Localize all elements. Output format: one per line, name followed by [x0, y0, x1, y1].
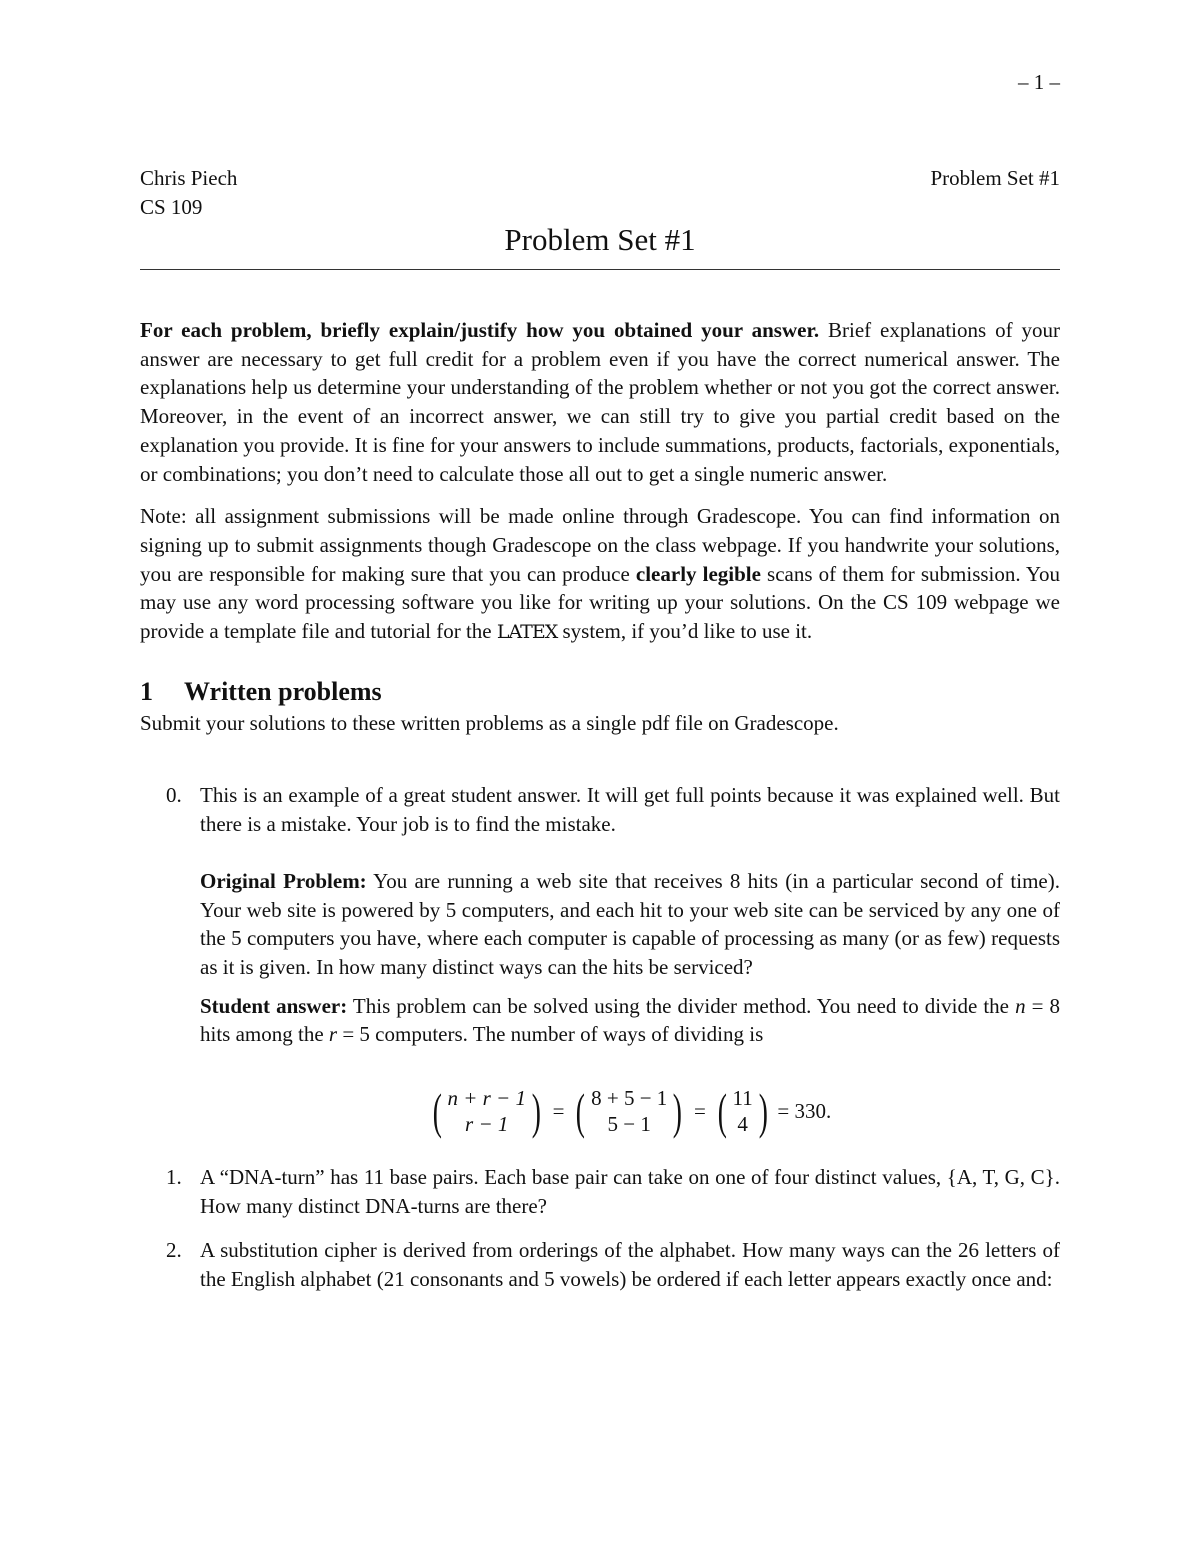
binomial-1: ( n + r − 1 r − 1 ) — [432, 1083, 541, 1140]
problem-1 — [140, 1163, 1060, 1220]
note-text-before: Note: all assignment submissions will be made online through Gradescope. You can find information on signing up to submit assignments though Gradescope on the class webpage. If you handwrite your solutions, you are responsible for making sure that you can produce — [140, 504, 1060, 586]
formula-result: = 330. — [777, 1098, 832, 1123]
binomial-2-top: 8 + 5 − 1 — [591, 1086, 668, 1111]
header-problem-set-label: Problem Set #1 — [930, 166, 1060, 190]
section-intro: Submit your solutions to these written problems as a single pdf file on Gradescope. — [140, 710, 839, 735]
problem-text: This is an example of a great student answer. It will get full points because it was explained well. But there is a mistake. Your job is to find the mistake. — [200, 783, 1060, 837]
intro-bold-instruction: For each problem, briefly explain/justify how you obtained your answer. — [140, 318, 820, 342]
equals-sign: = — [552, 1098, 565, 1123]
n-equation: = 8 hits among the — [200, 993, 1061, 1047]
document-title: Problem Set #1 — [504, 222, 696, 257]
problem-number: 1. — [166, 1165, 182, 1190]
note-text-end: system, if you’d like to use it. — [562, 619, 813, 644]
equals-sign: = — [693, 1098, 706, 1123]
binomial-2: ( 8 + 5 − 1 5 − 1 ) — [576, 1083, 683, 1140]
binomial-2-bottom: 5 − 1 — [607, 1112, 651, 1137]
title-divider — [140, 269, 1060, 270]
intro-text: Brief explanations of your answer are necessary to get full credit for a problem even if you have the correct numerical answer. The explanations help us determine your understanding of the problem whether or not you got the correct answer. Moreover, in the event of an incorrect answer, we can still try to give you partial credit based on the explanation you provide. It is fine for your answers to include summations, products, factorials, exponentials, or combinations; you don’t need to calculate those all out to get a single numeric answer. — [140, 318, 1060, 486]
student-answer-label: Student answer: — [200, 993, 348, 1018]
problem-list — [140, 781, 1060, 1293]
binomial-3-bottom: 4 — [737, 1112, 748, 1137]
section-number: 1 — [140, 676, 153, 706]
page-number: – 1 – — [1018, 70, 1060, 94]
binomial-1-bottom: r − 1 — [465, 1112, 509, 1137]
header-right — [931, 164, 1061, 193]
problem-2 — [140, 1236, 1060, 1293]
r-equation: = 5 computers. The number of ways of dividing is — [337, 1022, 764, 1047]
problem-text: A substitution cipher is derived from orderings of the alphabet. How many ways can the 26 letters of the English alphabet (21 consonants and 5 vowels) be ordered if each letter appears exactly once and: — [200, 1238, 1060, 1292]
document-body — [140, 316, 1060, 1310]
original-problem-label: Original Problem: — [200, 868, 367, 893]
section-title: Written problems — [184, 676, 382, 706]
course-code: CS 109 — [140, 195, 203, 219]
original-problem-text: You are running a web site that receives 8 hits (in a particular second of time). Your web site is powered by 5 computers, and each hit to your web site can be serviced by any one of the 5 computers you have, where each computer is capable of processing as many (or as few) requests as it is given. In how many distinct ways can the hits be serviced? — [200, 868, 1060, 979]
intro-paragraph — [140, 316, 1060, 488]
note-text-after: scans of them for submission. You may use any word processing software you like for writing up your solutions. On the CS 109 webpage we provide a template file and tutorial for the — [140, 561, 1060, 644]
author-name: Chris Piech — [140, 166, 238, 190]
problem-0-details — [200, 867, 1060, 1049]
latex-logo: LATEX — [496, 621, 558, 644]
section-heading — [140, 675, 1060, 709]
header-left — [140, 164, 237, 222]
student-answer-text: This problem can be solved using the divider method. You need to divide the — [352, 993, 1009, 1018]
note-paragraph — [140, 502, 1060, 647]
var-n: n — [1015, 993, 1026, 1018]
binomial-3: ( 11 4 ) — [717, 1083, 768, 1140]
binomial-1-top: n + r − 1 — [447, 1086, 526, 1111]
problem-text: A “DNA-turn” has 11 base pairs. Each base pair can take on one of four distinct values, {A, T, G, C}. How many distinct DNA-turns are there? — [200, 1165, 1060, 1218]
problem-number: 0. — [166, 783, 182, 808]
student-answer — [200, 992, 1060, 1049]
note-bold: clearly legible — [635, 561, 761, 586]
original-problem — [200, 867, 1060, 982]
problem-number: 2. — [166, 1238, 182, 1263]
problem-0 — [140, 781, 1061, 1140]
binomial-3-top: 11 — [732, 1086, 753, 1111]
var-r: r — [328, 1022, 338, 1047]
binomial-formula — [200, 1083, 1060, 1140]
